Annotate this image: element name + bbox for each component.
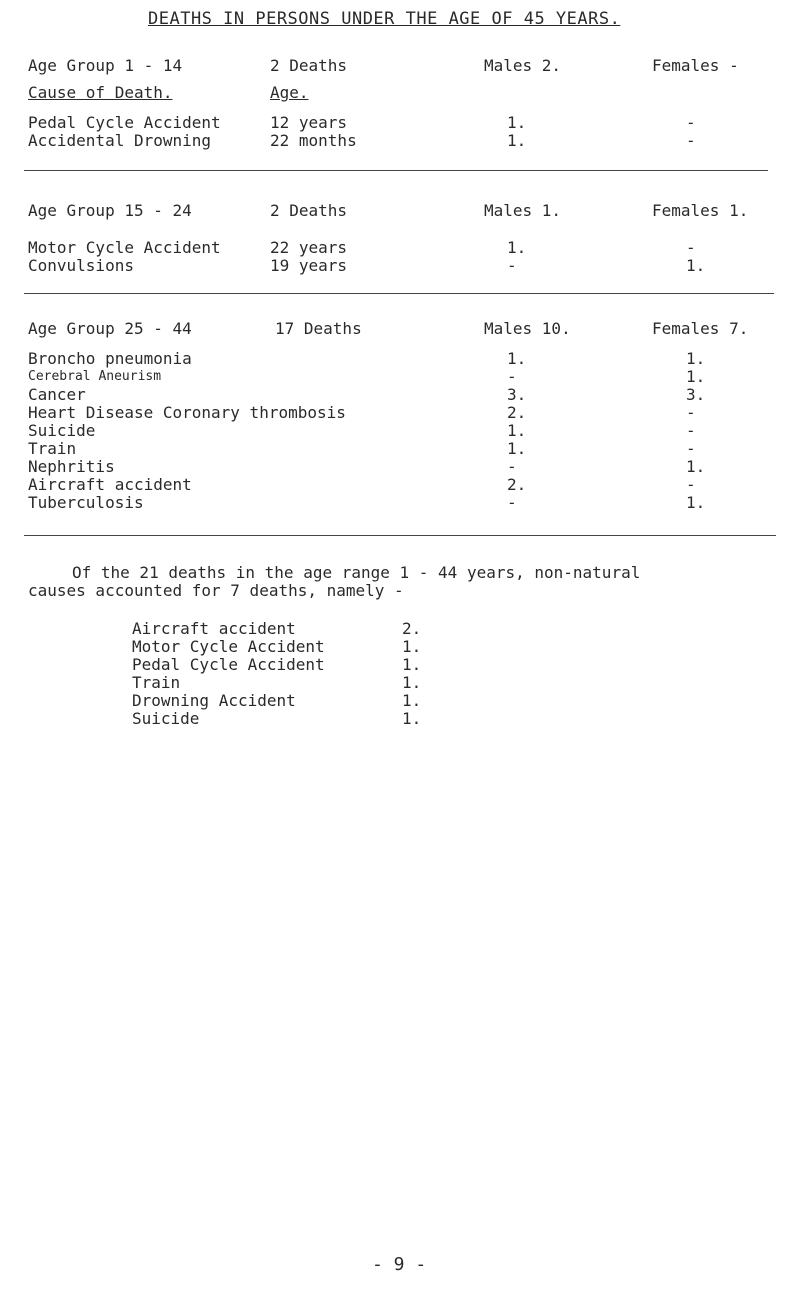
group3-row-2-males: -	[507, 367, 517, 386]
divider-2	[24, 293, 774, 294]
group2-age-group: Age Group 15 - 24	[28, 201, 192, 220]
group3-males: Males 10.	[484, 319, 571, 338]
group3-row-6-males: 1.	[507, 439, 527, 458]
group3-row-8-cause: Aircraft accident	[28, 475, 192, 494]
group1-females: Females -	[652, 56, 739, 75]
group3-row-5-males: 1.	[507, 421, 527, 440]
group3-row-5-cause: Suicide	[28, 421, 96, 440]
group3-age-group: Age Group 25 - 44	[28, 319, 192, 338]
group3-row-6-females: -	[686, 439, 696, 458]
group1-males: Males 2.	[484, 56, 562, 75]
group3-row-9-cause: Tuberculosis	[28, 493, 144, 512]
group3-row-8-females: -	[686, 475, 696, 494]
group3-row-1-males: 1.	[507, 349, 527, 368]
group2-row-2-cause: Convulsions	[28, 256, 134, 275]
group2-deaths: 2 Deaths	[270, 201, 348, 220]
summary-item-4-cause: Train	[132, 673, 181, 692]
group1-row-2-males: 1.	[507, 131, 527, 150]
summary-item-5-count: 1.	[402, 691, 422, 710]
group2-row-1-cause: Motor Cycle Accident	[28, 238, 221, 257]
group1-row-2-age: 22 months	[270, 131, 357, 150]
group2-males: Males 1.	[484, 201, 562, 220]
group2-row-1-males: 1.	[507, 238, 527, 257]
group3-row-8-males: 2.	[507, 475, 527, 494]
group3-row-6-cause: Train	[28, 439, 77, 458]
summary-item-6-count: 1.	[402, 709, 422, 728]
group2-females: Females 1.	[652, 201, 749, 220]
summary-item-6-cause: Suicide	[132, 709, 200, 728]
group3-row-3-males: 3.	[507, 385, 527, 404]
summary-item-3-cause: Pedal Cycle Accident	[132, 655, 325, 674]
group3-row-7-males: -	[507, 457, 517, 476]
group3-females: Females 7.	[652, 319, 749, 338]
summary-item-4-count: 1.	[402, 673, 422, 692]
group3-row-9-females: 1.	[686, 493, 706, 512]
summary-line-2: causes accounted for 7 deaths, namely -	[28, 581, 404, 600]
group3-row-1-females: 1.	[686, 349, 706, 368]
group2-row-1-age: 22 years	[270, 238, 348, 257]
group1-age-group: Age Group 1 - 14	[28, 56, 183, 75]
summary-item-1-cause: Aircraft accident	[132, 619, 296, 638]
group1-row-1-cause: Pedal Cycle Accident	[28, 113, 221, 132]
group3-row-2-cause: Cerebral Aneurism	[28, 369, 162, 384]
group3-row-4-cause: Heart Disease Coronary thrombosis	[28, 403, 346, 422]
group3-row-7-females: 1.	[686, 457, 706, 476]
group1-row-2-cause: Accidental Drowning	[28, 131, 212, 150]
cause-of-death-header: Cause of Death.	[28, 83, 173, 102]
group1-deaths: 2 Deaths	[270, 56, 348, 75]
group3-row-4-males: 2.	[507, 403, 527, 422]
group3-row-2-females: 1.	[686, 367, 706, 386]
group1-row-1-males: 1.	[507, 113, 527, 132]
page-title: DEATHS IN PERSONS UNDER THE AGE OF 45 YEARS.	[148, 9, 621, 29]
group2-row-2-males: -	[507, 256, 517, 275]
group3-row-9-males: -	[507, 493, 517, 512]
group2-row-2-age: 19 years	[270, 256, 348, 275]
group2-row-2-females: 1.	[686, 256, 706, 275]
summary-item-2-cause: Motor Cycle Accident	[132, 637, 325, 656]
group2-row-1-females: -	[686, 238, 696, 257]
page-number: - 9 -	[372, 1254, 427, 1275]
age-header: Age.	[270, 83, 309, 102]
group1-row-1-females: -	[686, 113, 696, 132]
divider-1	[24, 170, 768, 171]
summary-item-3-count: 1.	[402, 655, 422, 674]
group3-row-4-females: -	[686, 403, 696, 422]
group1-row-1-age: 12 years	[270, 113, 348, 132]
divider-3	[24, 535, 776, 536]
summary-item-2-count: 1.	[402, 637, 422, 656]
summary-item-1-count: 2.	[402, 619, 422, 638]
summary-line-1: Of the 21 deaths in the age range 1 - 44 years, non-natural	[72, 563, 641, 582]
group3-row-1-cause: Broncho pneumonia	[28, 349, 192, 368]
group3-row-5-females: -	[686, 421, 696, 440]
summary-item-5-cause: Drowning Accident	[132, 691, 296, 710]
group3-deaths: 17 Deaths	[275, 319, 362, 338]
group3-row-3-cause: Cancer	[28, 385, 86, 404]
group3-row-7-cause: Nephritis	[28, 457, 115, 476]
group3-row-3-females: 3.	[686, 385, 706, 404]
group1-row-2-females: -	[686, 131, 696, 150]
